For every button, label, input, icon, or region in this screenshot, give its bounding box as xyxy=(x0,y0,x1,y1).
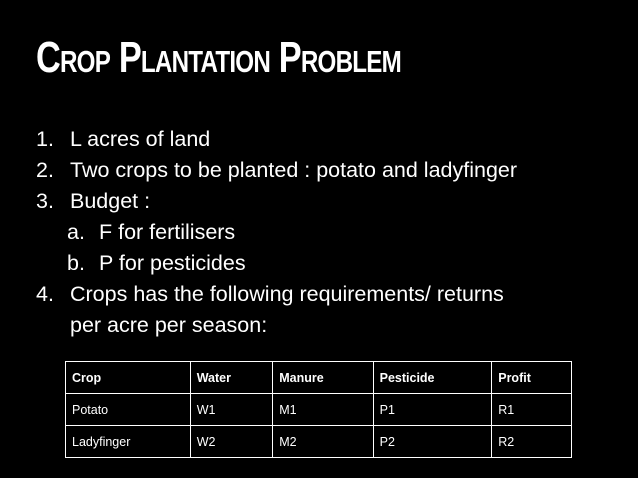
table-cell: W1 xyxy=(190,394,273,426)
sub-list-item-text: P for pesticides xyxy=(99,251,246,275)
table-header-cell: Pesticide xyxy=(373,362,492,394)
table-cell: Ladyfinger xyxy=(66,426,191,458)
crop-requirements-table xyxy=(65,361,572,458)
list-item-text: Crops has the following requirements/ returns xyxy=(70,282,504,306)
sub-list-item-letter: b. xyxy=(67,251,85,275)
table-header-cell: Profit xyxy=(492,362,572,394)
table-header-cell: Manure xyxy=(273,362,373,394)
sub-list-item xyxy=(36,217,616,248)
table-header-cell: Crop xyxy=(66,362,191,394)
problem-list xyxy=(36,124,616,341)
table-header-row xyxy=(66,362,572,394)
table-cell: P2 xyxy=(373,426,492,458)
list-item-text: Budget : xyxy=(70,189,151,213)
list-item-number: 2. xyxy=(36,158,54,182)
list-item xyxy=(36,279,616,310)
table-row xyxy=(66,394,572,426)
table-cell: M1 xyxy=(273,394,373,426)
list-item-number: 1. xyxy=(36,127,54,151)
table-cell: M2 xyxy=(273,426,373,458)
list-item xyxy=(36,124,616,155)
table-row xyxy=(66,426,572,458)
table-cell: P1 xyxy=(373,394,492,426)
list-item-continuation xyxy=(36,310,616,341)
list-item-text: per acre per season: xyxy=(70,313,268,337)
sub-list-item-letter: a. xyxy=(67,220,85,244)
sub-list-item-text: F for fertilisers xyxy=(99,220,236,244)
sub-list-item xyxy=(36,248,616,279)
table-header-cell: Water xyxy=(190,362,273,394)
list-item xyxy=(36,186,616,217)
list-item-number: 4. xyxy=(36,282,54,306)
slide-title: Crop Plantation Problem xyxy=(36,33,401,82)
table-cell: R1 xyxy=(492,394,572,426)
list-item-number: 3. xyxy=(36,189,54,213)
list-item-text: Two crops to be planted : potato and ladyfinger xyxy=(70,158,518,182)
list-item-text: L acres of land xyxy=(70,127,211,151)
table-cell: Potato xyxy=(66,394,191,426)
list-item xyxy=(36,155,616,186)
table-cell: W2 xyxy=(190,426,273,458)
table-cell: R2 xyxy=(492,426,572,458)
